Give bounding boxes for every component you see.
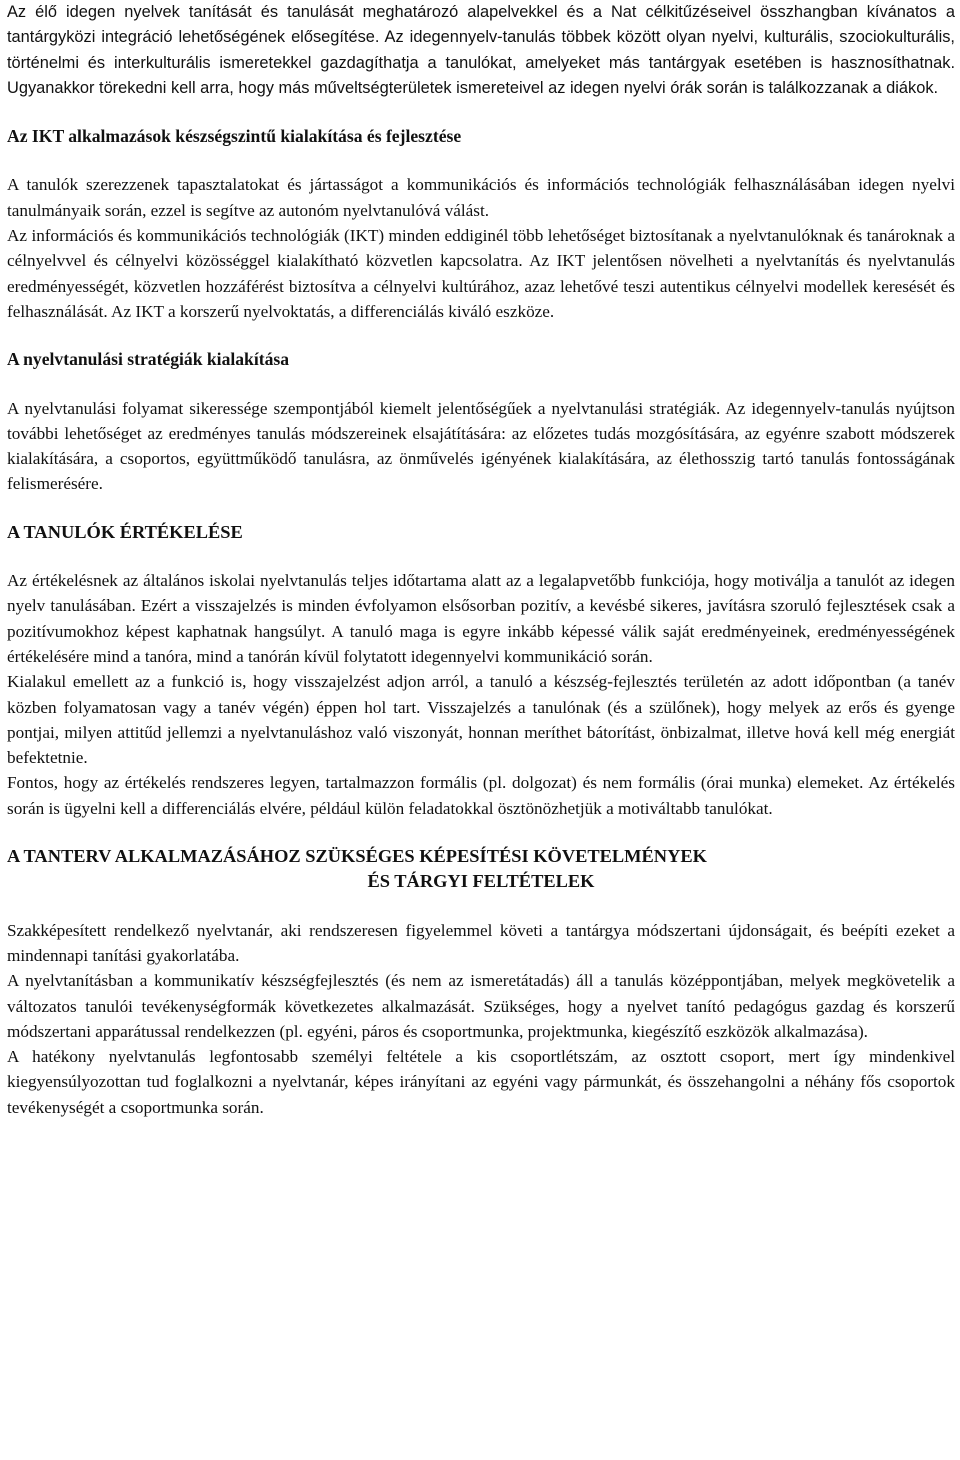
assessment-paragraph-2: Kialakul emellett az a funkció is, hogy visszajelzést adjon arról, a tanuló a készség-fejlesztés területén az adott időpontban (a tanév közben folyamatosan vagy a tanév végén) éppen hol tart. Visszajelzés a tanulónak (és a szülőnek), hogy melyek az erős és gyenge pontjai, milyen attitűd jellemzi a nyelvtanuláshoz való viszonyát, honnan meríthet bátorítást, önbizalmat, illetve hová kell még energiát befektetnie. [7, 672, 955, 768]
strategies-heading: A nyelvtanulási stratégiák kialakítása [7, 349, 290, 370]
document-page [7, 0, 955, 1120]
requirements-paragraph-1: Szakképesített rendelkező nyelvtanár, aki rendszeresen figyelemmel követi a tantárgya módszertani újdonságait, és beépíti ezeket a mindennapi tanítási gyakorlatába. [7, 920, 955, 965]
assessment-heading: A TANULÓK ÉRTÉKELÉSE [7, 521, 243, 542]
requirements-heading-line-1: A TANTERV ALKALMAZÁSÁHOZ SZÜKSÉGES KÉPESÍTÉSI KÖVETELMÉNYEK [7, 846, 707, 867]
ikt-heading: Az IKT alkalmazások készségszintű kialakítása és fejlesztése [7, 126, 462, 147]
requirements-paragraph-3: A hatékony nyelvtanulás legfontosabb személyi feltétele a kis csoportlétszám, az osztott csoport, mert így mindenkivel kiegyensúlyozottan tud foglalkozni a nyelvtanár, képes irányítani az egyéni vagy pármunkát, és összehangolni a néhány fős csoportok tevékenységét a csoportmunka során. [7, 1047, 955, 1117]
strategies-paragraph-1: A nyelvtanulási folyamat sikeressége szempontjából kiemelt jelentőségűek a nyelvtanulási stratégiák. Az idegennyelv-tanulás nyújtson további lehetőséget az eredményes tanulás módszereinek elsajátítására: az előzetes tudás mozgósítására, az egyénre szabott módszerek kialakítására, a csoportos, együttműködő tanulásra, az önművelés igényének kialakítására, az élethosszig tartó tanulás fontosságának felismerésére. [7, 398, 955, 494]
ikt-paragraph-2: Az információs és kommunikációs technológiák (IKT) minden eddiginél több lehetőséget biztosítanak a nyelvtanulóknak és tanároknak a célnyelvvel és célnyelvi közösséggel kialakítható közvetlen kapcsolatra. Az IKT jelentősen növelheti a nyelvtanítás és nyelvtanulás eredményességét, közvetlen hozzáférést biztosítva a célnyelvi kultúrához, azaz lehetővé teszi autentikus célnyelvi modellek keresését és felhasználását. Az IKT a korszerű nyelvoktatás, a differenciálás kiváló eszköze. [7, 226, 955, 321]
ikt-paragraph-1: A tanulók szerezzenek tapasztalatokat és jártasságot a kommunikációs és információs technológiák felhasználásában idegen nyelvi tanulmányaik során, ezzel is segítve az autonóm nyelvtanulóvá válást. [7, 175, 955, 220]
requirements-heading-line-2: ÉS TÁRGYI FELTÉTELEK [367, 871, 595, 892]
intro-paragraph: Az élő idegen nyelvek tanítását és tanulását meghatározó alapelvekkel és a Nat célkitűzéseivel összhangban kívánatos a tantárgyközi integráció lehetőségének elősegítése. Az idegennyelv-tanulás többek között olyan nyelvi, kulturális, szociokulturális, történelmi és interkulturális ismeretekkel gazdagíthatja a tanulókat, amelyeket más tantárgyak esetében is hasznosíthatnak. Ugyanakkor törekedni kell arra, hogy más műveltségterületek ismereteivel az idegen nyelvi órák során is találkozzanak a diákok. [7, 3, 955, 97]
assessment-paragraph-3: Fontos, hogy az értékelés rendszeres legyen, tartalmazzon formális (pl. dolgozat) és nem formális (órai munka) elemeket. Az értékelés során is ügyelni kell a differenciálás elvére, például külön feladatokkal ösztönözhetjük a motiváltabb tanulókat. [7, 773, 955, 818]
requirements-paragraph-2: A nyelvtanításban a kommunikatív készségfejlesztés (és nem az ismeretátadás) áll a tanulás középpontjában, melyek megkövetelik a változatos tanulói tevékenységformák következetes alkalmazását. Szükséges, hogy a nyelvet tanító pedagógus gazdag és korszerű módszertani apparátussal rendelkezzen (pl. egyéni, páros és csoportmunka, projektmunka, kiegészítő eszközök alkalmazása). [7, 971, 955, 1041]
assessment-paragraph-1: Az értékelésnek az általános iskolai nyelvtanulás teljes időtartama alatt az a legalapvetőbb funkciója, hogy motiválja a tanulót az idegen nyelv tanulásában. Ezért a visszajelzés is minden évfolyamon elsősorban pozitív, a kevésbé sikeres, javításra szoruló fejlesztések csak a pozitívumokhoz képest kaphatnak hangsúlyt. A tanuló maga is egyre inkább képessé válik saját eredményeinek, eredményességének értékelésére mind a tanóra, mind a tanórán kívül folytatott idegennyelvi kommunikáció során. [7, 571, 955, 666]
